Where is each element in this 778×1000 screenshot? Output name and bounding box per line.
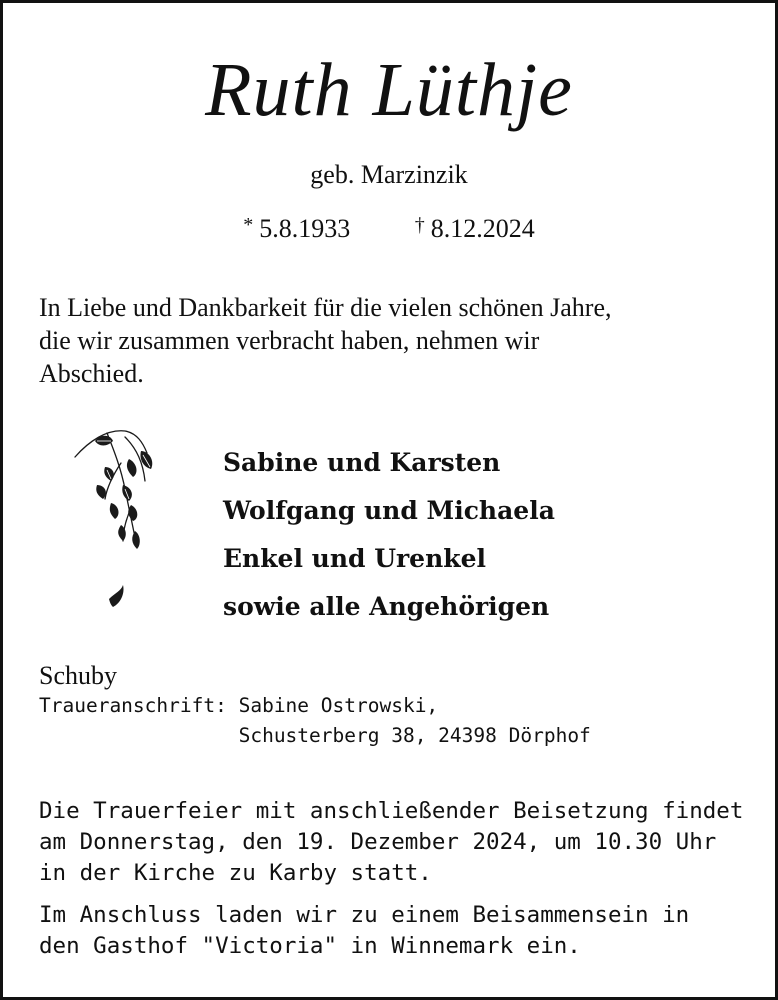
funeral-line: in der Kirche zu Karby statt. [39,860,432,886]
life-dates [3,208,775,246]
mourner-entry: Enkel und Urenkel [223,544,486,573]
mourner-entry: Sabine und Karsten [223,448,501,477]
funeral-line: Die Trauerfeier mit anschließender Beisetzung findet [39,798,744,824]
address-line-1: Sabine Ostrowski, [238,694,439,717]
birth-date-group [243,214,357,243]
deceased-name: Ruth Lüthje [205,48,573,132]
gathering-line: den Gasthof "Victoria" in Winnemark ein. [39,933,581,959]
mourner-entry: Wolfgang und Michaela [223,496,555,525]
intro-text [39,291,759,390]
intro-line: die wir zusammen verbracht haben, nehmen wir [39,326,540,355]
funeral-line: am Donnerstag, den 19. Dezember 2024, um 10.30 Uhr [39,829,717,855]
birth-star-icon: * [243,214,254,236]
intro-line: Abschied. [39,359,144,388]
maiden-name: geb. Marzinzik [310,160,468,189]
mourners-list [223,439,555,631]
birch-branch-icon [67,423,167,623]
address-label: Traueranschrift: [39,694,227,717]
death-date-group [415,214,535,243]
gathering-line: Im Anschluss laden wir zu einem Beisammensein in [39,902,690,928]
gathering-notice [39,900,769,962]
address-line-2: Schusterberg 38, 24398 Dörphof [238,724,591,747]
intro-line: In Liebe und Dankbarkeit für die vielen schönen Jahre, [39,293,612,322]
place-name: Schuby [39,661,117,690]
death-cross-icon: † [414,214,425,236]
mourning-address [39,691,591,751]
funeral-notice [39,796,769,889]
death-date: 8.12.2024 [430,214,535,243]
birth-date: 5.8.1933 [259,214,351,243]
mourner-entry: sowie alle Angehörigen [223,592,550,621]
